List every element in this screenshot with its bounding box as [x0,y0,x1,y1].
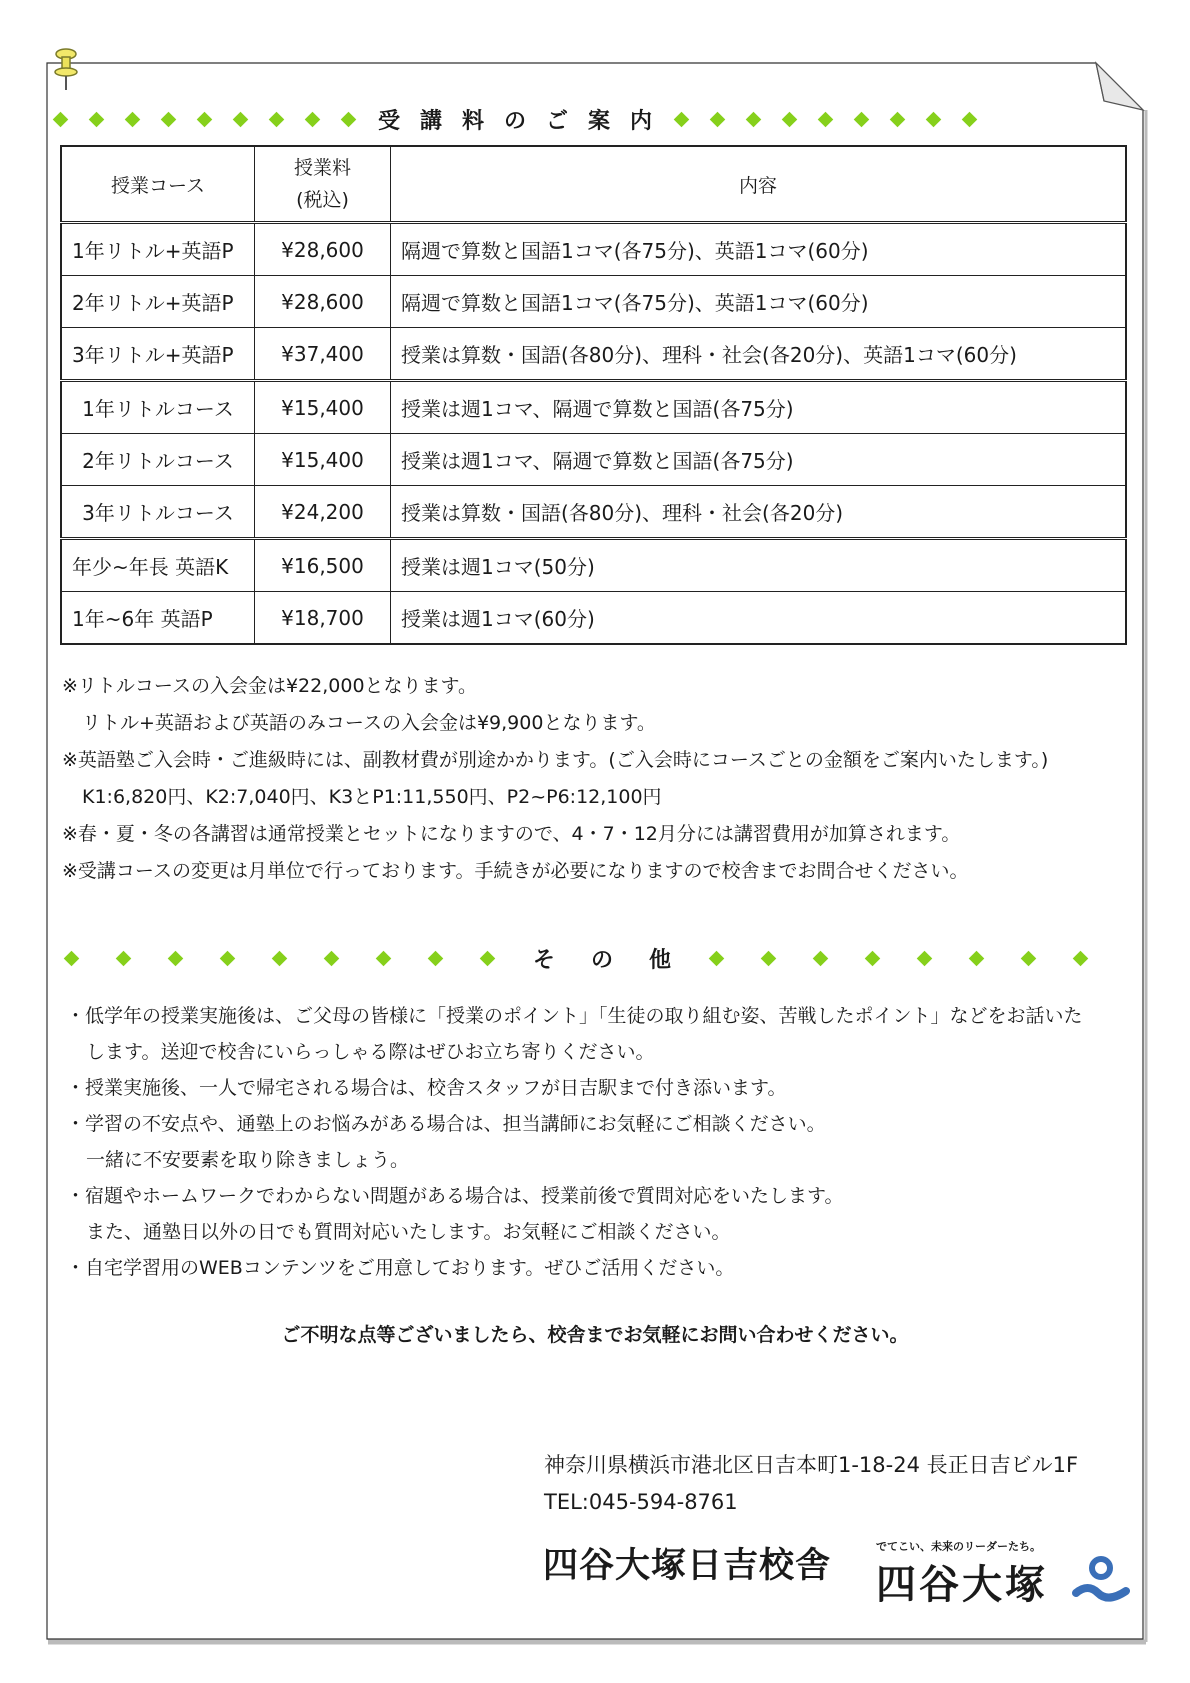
course-cell: 2年リトル+英語P [61,276,255,328]
table-row [61,592,1126,645]
diamond-icon [53,112,69,128]
diamond-icon [376,951,392,967]
diamond-icon [116,951,132,967]
content-cell: 授業は週1コマ、隔週で算数と国語(各75分) [391,434,1127,486]
content-cell: 授業は算数・国語(各80分)、理科・社会(各20分) [391,486,1127,539]
note-line: K1:6,820円、K2:7,040円、K3とP1:11,550円、P2~P6:12,100円 [82,786,662,808]
diamond-icon [969,951,985,967]
brand-name: 四谷大塚 [876,1562,1048,1608]
brand-tagline: でてこい、未来のリーダーたち。 [876,1540,1041,1553]
diamond-icon [428,951,444,967]
content-cell: 隔週で算数と国語1コマ(各75分)、英語1コマ(60分) [391,223,1127,276]
course-cell: 1年リトル+英語P [61,223,255,276]
table-row [61,223,1126,276]
fee-notes [62,668,1048,890]
tel-text: TEL:045-594-8761 [544,1490,738,1514]
fee-cell: ¥37,400 [255,328,391,381]
diamond-row-right [711,953,1086,964]
pushpin-icon [50,48,82,92]
other-line: ・宿題やホームワークでわからない問題がある場合は、授業前後で質問対応をいたします。 [66,1185,844,1207]
course-cell: 1年リトルコース [61,381,255,434]
content-cell: 授業は週1コマ、隔週で算数と国語(各75分) [391,381,1127,434]
table-row [61,486,1126,539]
other-line: ・低学年の授業実施後は、ご父母の皆様に「授業のポイント」「生徒の取り組む姿、苦戦したポイント」などをお話いた [66,1005,1083,1027]
fee-cell: ¥15,400 [255,381,391,434]
fee-cell: ¥16,500 [255,539,391,592]
other-line: ・授業実施後、一人で帰宅される場合は、校舎スタッフが日吉駅まで付き添います。 [66,1077,787,1099]
course-cell: 年少~年長 英語K [61,539,255,592]
diamond-icon [761,951,777,967]
content-cell: 隔週で算数と国語1コマ(各75分)、英語1コマ(60分) [391,276,1127,328]
diamond-icon [269,112,285,128]
diamond-icon [782,112,798,128]
fee-cell: ¥18,700 [255,592,391,645]
diamond-icon [233,112,249,128]
diamond-icon [709,951,725,967]
diamond-icon [674,112,690,128]
diamond-icon [1073,951,1089,967]
diamond-icon [926,112,942,128]
diamond-icon [168,951,184,967]
other-line: ・自宅学習用のWEBコンテンツをご用意しております。ぜひご活用ください。 [66,1257,735,1279]
content-cell: 授業は週1コマ(60分) [391,592,1127,645]
diamond-icon [1021,951,1037,967]
diamond-icon [324,951,340,967]
section-title: その他 [533,948,708,973]
course-cell: 1年~6年 英語P [61,592,255,645]
diamond-icon [818,112,834,128]
fee-cell: ¥28,600 [255,223,391,276]
diamond-icon [813,951,829,967]
diamond-icon [962,112,978,128]
table-row [61,328,1126,381]
section-title: 受講料のご案内 [378,109,673,134]
fee-header-line1: 授業料 [293,157,351,179]
contact-block [544,1447,1078,1521]
column-header-fee [255,146,391,223]
course-cell: 2年リトルコース [61,434,255,486]
diamond-row-right [676,114,975,125]
diamond-icon [865,951,881,967]
table-row [61,434,1126,486]
column-header-course: 授業コース [61,146,255,223]
table-header-row [61,146,1126,223]
diamond-icon [197,112,213,128]
other-line: 一緒に不安要素を取り除きましょう。 [86,1149,410,1171]
closing-message: ご不明な点等ございましたら、校舎までお気軽にお問い合わせください。 [281,1324,909,1346]
diamond-icon [272,951,288,967]
diamond-icon [917,951,933,967]
note-line: ※リトルコースの入会金は¥22,000となります。 [62,675,478,697]
other-notes [66,998,1083,1286]
diamond-icon [161,112,177,128]
diamond-icon [710,112,726,128]
fee-table [60,145,1127,645]
diamond-row-left [55,114,354,125]
note-line: ※英語塾ご入会時・ご進級時には、副教材費が別途かかります。(ご入会時にコースごとの金額をご案内いたします。) [62,749,1049,771]
other-heading [66,943,1086,974]
diamond-icon [305,112,321,128]
table-row [61,276,1126,328]
school-name: 四谷大塚日吉校舎 [543,1546,832,1586]
diamond-icon [220,951,236,967]
note-line: ※受講コースの変更は月単位で行っております。手続きが必要になりますので校舎までお問合せください。 [62,860,969,882]
fee-cell: ¥24,200 [255,486,391,539]
diamond-icon [890,112,906,128]
diamond-icon [64,951,80,967]
diamond-icon [89,112,105,128]
content-cell: 授業は算数・国語(各80分)、理科・社会(各20分)、英語1コマ(60分) [391,328,1127,381]
column-header-content: 内容 [391,146,1127,223]
fee-cell: ¥28,600 [255,276,391,328]
diamond-icon [125,112,141,128]
diamond-icon [854,112,870,128]
diamond-icon [746,112,762,128]
other-line: ・学習の不安点や、通塾上のお悩みがある場合は、担当講師にお気軽にご相談ください。 [66,1113,826,1135]
note-line: リトル+英語および英語のみコースの入会金は¥9,900となります。 [82,712,656,734]
brand-logo-icon [1070,1555,1132,1607]
table-row [61,539,1126,592]
other-line: します。送迎で校舎にいらっしゃる際はぜひお立ち寄りください。 [86,1041,655,1063]
course-cell: 3年リトルコース [61,486,255,539]
content-cell: 授業は週1コマ(50分) [391,539,1127,592]
other-line: また、通塾日以外の日でも質問対応いたします。お気軽にご相談ください。 [86,1221,731,1243]
table-row [61,381,1126,434]
note-line: ※春・夏・冬の各講習は通常授業とセットになりますので、4・7・12月分には講習費用が加算されます。 [62,823,961,845]
address-text: 神奈川県横浜市港北区日吉本町1-18-24 長正日吉ビル1F [544,1453,1079,1477]
fee-cell: ¥15,400 [255,434,391,486]
fees-heading [55,104,975,135]
fee-header-line2: (税込) [296,189,349,211]
diamond-row-left [66,953,493,964]
course-cell: 3年リトル+英語P [61,328,255,381]
